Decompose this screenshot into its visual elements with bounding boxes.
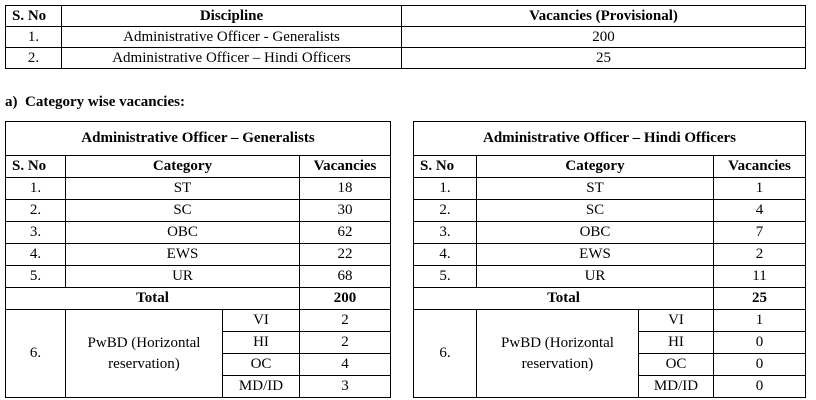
vacancies-cell: 7 [714,222,806,244]
column-header: Discipline [62,6,402,27]
pwbd-value: 2 [300,310,391,332]
pwbd-label: PwBD (Horizontal reservation) [477,310,639,398]
table-row [414,178,806,200]
category-cell: UR [66,266,300,288]
column-header: Category [477,156,714,178]
pwbd-subcategory: HI [223,332,300,354]
pwbd-value: 0 [714,332,806,354]
vacancies-cell: 4 [714,200,806,222]
table-row [6,244,391,266]
sno-cell: 1. [6,178,66,200]
category-cell: SC [66,200,300,222]
section-heading: a) Category wise vacancies: [5,94,185,110]
table-row [414,200,806,222]
table-row [6,178,391,200]
pwbd-value: 2 [300,332,391,354]
pwbd-subcategory: MD/ID [223,376,300,398]
category-cell: ST [66,178,300,200]
pwbd-value: 4 [300,354,391,376]
pwbd-value: 1 [714,310,806,332]
sno-cell: 1. [6,27,62,48]
total-row [414,288,806,310]
vacancies-cell: 62 [300,222,391,244]
table-row [6,222,391,244]
total-row [6,288,391,310]
table-row [6,48,806,69]
table-row [6,27,806,48]
sno-cell: 3. [414,222,477,244]
pwbd-subcategory: OC [639,354,714,376]
sno-cell: 2. [414,200,477,222]
table-header-row [6,6,806,27]
column-header: Vacancies [300,156,391,178]
pwbd-label: PwBD (Horizontal reservation) [66,310,223,398]
table-row [414,244,806,266]
category-cell: OBC [66,222,300,244]
discipline-cell: Administrative Officer – Hindi Officers [62,48,402,69]
category-cell: OBC [477,222,714,244]
sno-cell: 4. [6,244,66,266]
vacancies-cell: 2 [714,244,806,266]
pwbd-sno: 6. [414,310,477,398]
total-value: 200 [300,288,391,310]
pwbd-row [6,310,391,332]
sno-cell: 2. [6,200,66,222]
column-header: S. No [414,156,477,178]
sno-cell: 5. [6,266,66,288]
vacancies-cell: 68 [300,266,391,288]
sno-cell: 3. [6,222,66,244]
table-row [6,200,391,222]
sno-cell: 1. [414,178,477,200]
generalists-category-table [5,121,391,398]
category-cell: UR [477,266,714,288]
pwbd-value: 3 [300,376,391,398]
vacancies-cell: 200 [402,27,806,48]
sno-cell: 2. [6,48,62,69]
table-title: Administrative Officer – Hindi Officers [414,122,806,156]
vacancies-cell: 30 [300,200,391,222]
table-header-row [6,156,391,178]
vacancies-cell: 18 [300,178,391,200]
vacancies-cell: 11 [714,266,806,288]
pwbd-sno: 6. [6,310,66,398]
category-cell: ST [477,178,714,200]
column-header: Vacancies (Provisional) [402,6,806,27]
column-header: Category [66,156,300,178]
vacancies-cell: 1 [714,178,806,200]
sno-cell: 5. [414,266,477,288]
table-row [414,266,806,288]
table-header-row [414,156,806,178]
column-header: Vacancies [714,156,806,178]
column-header: S. No [6,156,66,178]
pwbd-subcategory: MD/ID [639,376,714,398]
pwbd-value: 0 [714,354,806,376]
total-value: 25 [714,288,806,310]
discipline-cell: Administrative Officer - Generalists [62,27,402,48]
vacancies-cell: 22 [300,244,391,266]
vacancies-cell: 25 [402,48,806,69]
total-label: Total [414,288,714,310]
pwbd-subcategory: VI [639,310,714,332]
category-cell: EWS [66,244,300,266]
column-header: S. No [6,6,62,27]
discipline-vacancies-table [5,5,806,69]
pwbd-subcategory: HI [639,332,714,354]
total-label: Total [6,288,300,310]
sno-cell: 4. [414,244,477,266]
pwbd-row [414,310,806,332]
table-title: Administrative Officer – Generalists [6,122,391,156]
hindi-officers-category-table [413,121,806,398]
pwbd-subcategory: OC [223,354,300,376]
pwbd-subcategory: VI [223,310,300,332]
table-row [6,266,391,288]
pwbd-value: 0 [714,376,806,398]
category-cell: SC [477,200,714,222]
category-cell: EWS [477,244,714,266]
table-row [414,222,806,244]
